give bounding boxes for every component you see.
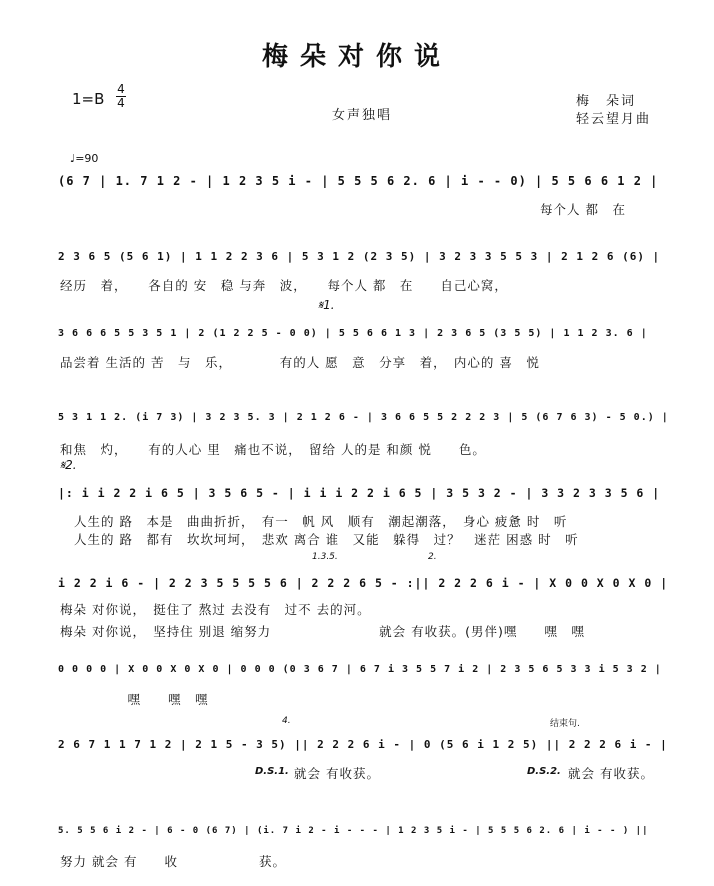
lyrics-row-7: 嘿 嘿 嘿 bbox=[60, 692, 209, 707]
score-row-9: 5. 5 5 6 i 2 - | 6 - 0 (6 7) | (i. 7 i 2 - i - - - | 1 2 3 5 i - | 5 5 5 6 2. 6 | i - - ) || bbox=[58, 826, 649, 836]
time-signature bbox=[116, 84, 126, 109]
time-top: 4 bbox=[117, 82, 125, 96]
lyrics-row-5a: 人生的 路 本是 曲曲折折， 有一 帆 风 顺有 潮起潮落， 身心 疲惫 时 听 bbox=[74, 514, 568, 529]
lyrics-row-1: 每个人 都 在 bbox=[540, 202, 626, 217]
lyrics-row-6b: 梅朵 对你说， 坚持住 别退 缩努力 就会 有收获。(男伴)嘿 嘿 嘿 bbox=[60, 624, 585, 639]
score-row-5: |: i i 2 2 i 6 5 | 3 5 6 5 - | i i i 2 2 i 6 5 | 3 5 3 2 - | 3 3 2 3 3 5 6 | bbox=[58, 486, 661, 500]
ds-2-mark: D.S.2. bbox=[527, 766, 561, 777]
score-row-1: (6 7 | 1. 7 1 2 - | 1 2 3 5 i - | 5 5 5 6 2. 6 | i - - 0) | 5 5 6 6 1 2 | bbox=[58, 174, 659, 188]
tempo-marking: ♩=90 bbox=[70, 152, 99, 165]
key-signature: 1=B bbox=[72, 90, 105, 108]
score-row-3: 3 6 6 6 5 5 3 5 1 | 2 (1 2 2 5 - 0 0) | 5 5 6 6 1 3 | 2 3 6 5 (3 5 5) | 1 1 2 3. 6 | bbox=[58, 328, 648, 339]
volta-4: 4. bbox=[282, 716, 291, 726]
segno-2-mark: 𝄋2. bbox=[60, 458, 77, 472]
segno-1-mark: 𝄋1. bbox=[318, 298, 335, 312]
volta-2: 2. bbox=[428, 552, 437, 562]
lyrics-row-9: 努力 就会 有 收 获。 bbox=[60, 854, 286, 869]
lyrics-row-6a: 梅朵 对你说， 挺住了 熬过 去没有 过不 去的河。 bbox=[60, 602, 371, 617]
lyricist-credit: 梅 朵词 bbox=[576, 94, 637, 109]
volta-1-3-5: 1.3.5. bbox=[312, 552, 338, 562]
lyrics-row-4: 和焦 灼， 有的人心 里 痛也不说， 留给 人的是 和颜 悦 色。 bbox=[60, 442, 486, 457]
score-row-6: i 2 2 i 6 - | 2 2 3 5 5 5 5 6 | 2 2 2 6 5 - :|| 2 2 2 6 i - | X 0 0 X 0 X 0 | bbox=[58, 576, 669, 590]
lyrics-row-2: 经历 着， 各自的 安 稳 与奔 波， 每个人 都 在 自己心窝， bbox=[60, 278, 508, 293]
lyrics-row-5b: 人生的 路 都有 坎坎坷坷， 悲欢 离合 谁 又能 躲得 过？ 迷茫 困惑 时 听 bbox=[74, 532, 579, 547]
composer-credit: 轻云望月曲 bbox=[576, 112, 652, 127]
score-row-7: 0 0 0 0 | X 0 0 X 0 X 0 | 0 0 0 (0 3 6 7 | 6 7 i 3 5 5 7 i 2 | 2 3 5 6 5 3 3 i 5 3 2 | bbox=[58, 664, 662, 675]
score-row-2: 2 3 6 5 (5 6 1) | 1 1 2 2 3 6 | 5 3 1 2 (2 3 5) | 3 2 3 3 5 5 3 | 2 1 2 6 (6) | bbox=[58, 250, 661, 263]
page-title: 梅朵对你说 bbox=[261, 42, 452, 72]
singer-label: 女声独唱 bbox=[332, 108, 393, 123]
lyrics-row-3: 品尝着 生活的 苦 与 乐， 有的人 愿 意 分享 着， 内心的 喜 悦 bbox=[60, 355, 540, 370]
score-row-8: 2 6 7 1 1 7 1 2 | 2 1 5 - 3 5) || 2 2 2 6 i - | 0 (5 6 i 1 2 5) || 2 2 2 6 i - | bbox=[58, 738, 668, 751]
ending-label: 结束句. bbox=[550, 719, 580, 729]
lyrics-row-8b: 就会 有收获。 bbox=[568, 766, 654, 781]
time-bottom: 4 bbox=[117, 96, 125, 110]
ds-1-mark: D.S.1. bbox=[255, 766, 289, 777]
lyrics-row-8a: 就会 有收获。 bbox=[294, 766, 380, 781]
score-row-4: 5 3 1 1 2. (i 7 3) | 3 2 3 5. 3 | 2 1 2 6 - | 3 6 6 5 5 2 2 2 3 | 5 (6 7 6 3) - 5 0.) | bbox=[58, 412, 669, 423]
